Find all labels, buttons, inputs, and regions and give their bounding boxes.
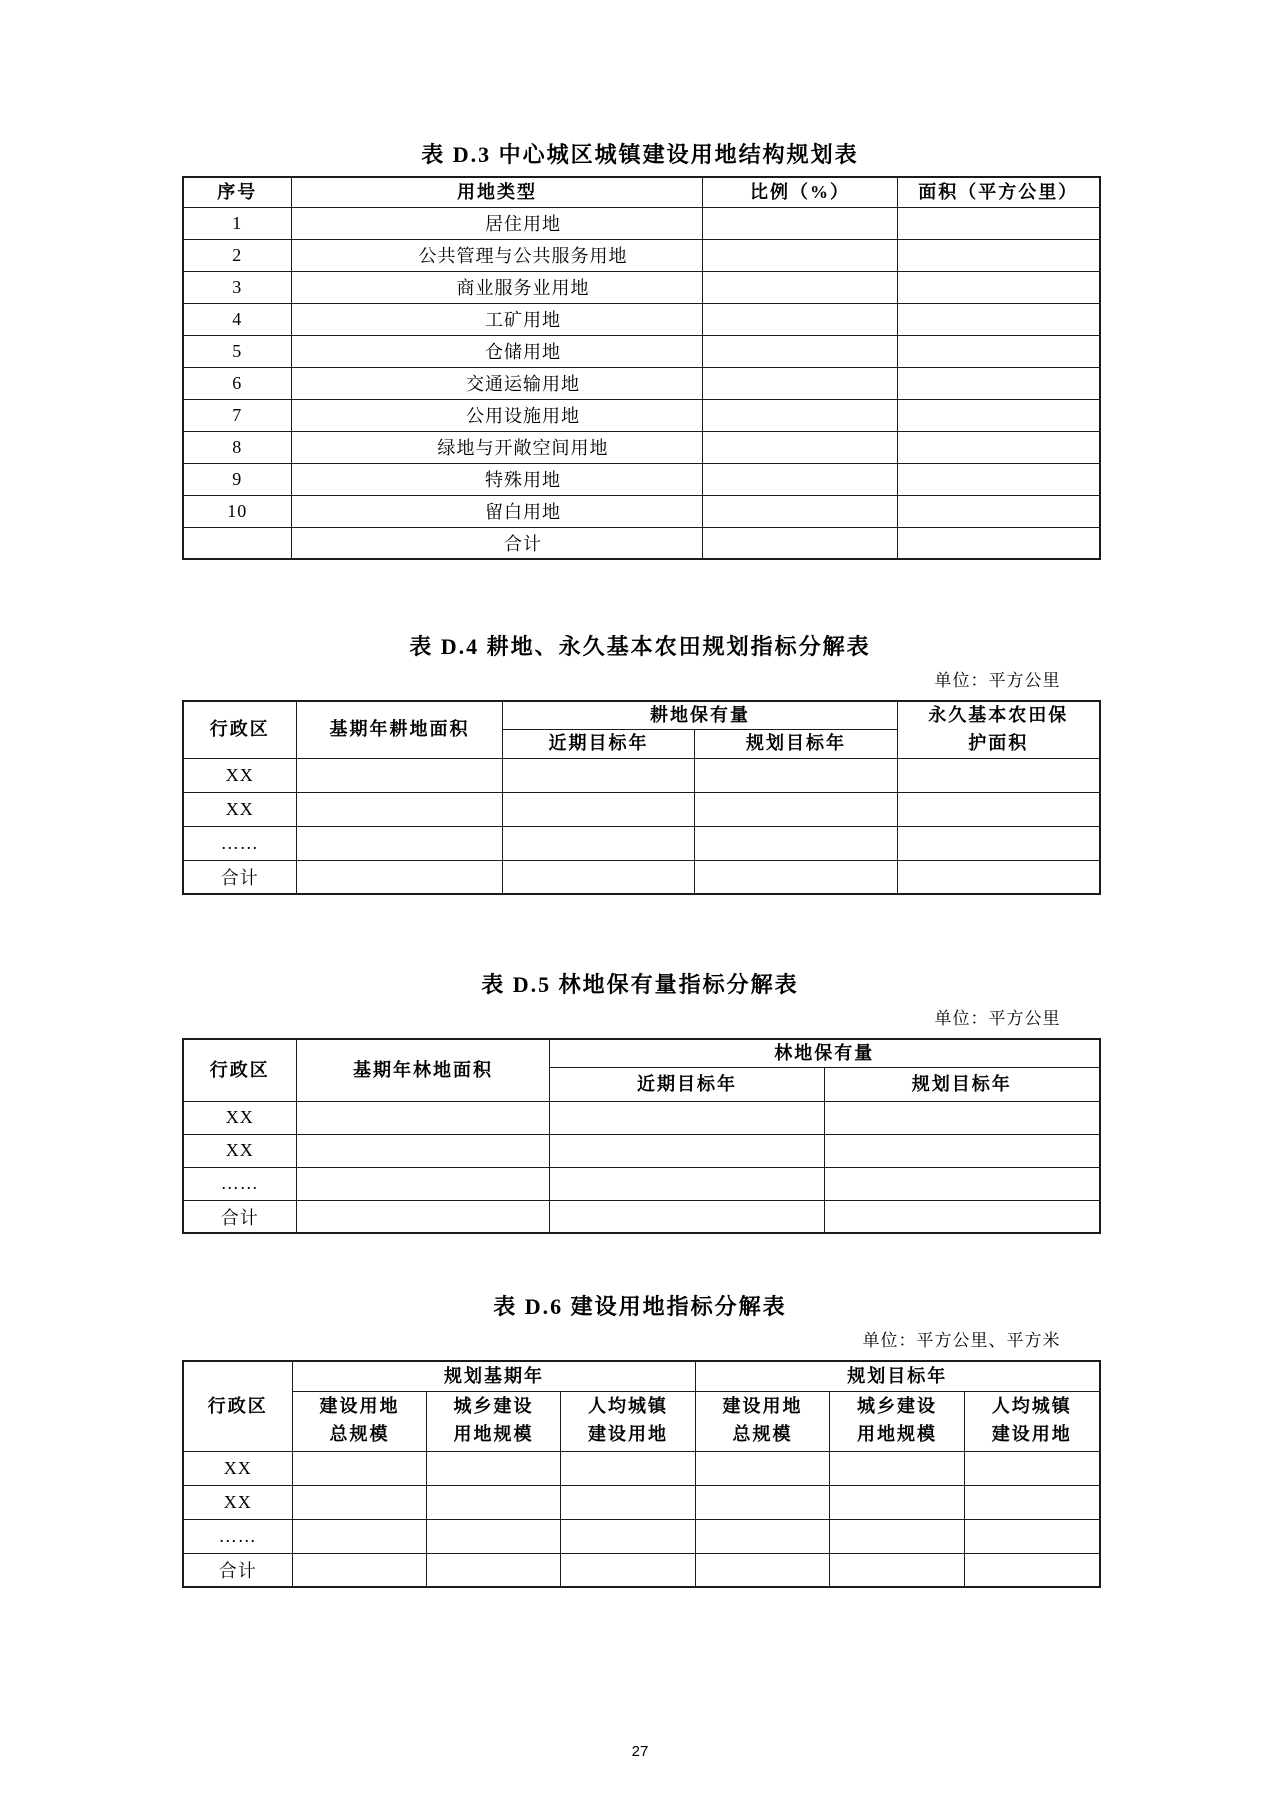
empty-cell [898,758,1100,792]
d6-sub-line: 人均城镇 [588,1396,669,1417]
empty-cell [898,335,1100,367]
empty-cell [825,1200,1100,1233]
total-row [183,860,1100,894]
empty-cell [898,367,1100,399]
d6-sub-line: 建设用地 [319,1396,400,1417]
d4-header-base: 基期年耕地面积 [297,701,503,758]
total-label: 合计 [183,1200,297,1233]
d4-header-farmland-line1: 永久基本农田保 [928,705,1069,725]
d5-header-plan-target: 规划目标年 [825,1067,1100,1101]
table-row [183,826,1100,860]
row-landtype: 公用设施用地 [292,399,703,431]
table-row [183,207,1100,239]
empty-cell [561,1451,696,1485]
total-row [183,1200,1100,1233]
d6-header-base-urbanrural [427,1391,561,1451]
empty-cell [898,463,1100,495]
empty-cell [898,431,1100,463]
row-no: 6 [183,367,292,399]
d6-sub-line: 城乡建设 [857,1396,938,1417]
row-landtype: 工矿用地 [292,303,703,335]
empty-cell [703,431,898,463]
d3-header-area: 面积（平方公里） [898,177,1100,207]
d3-header-row [183,177,1100,207]
empty-cell [427,1553,561,1587]
empty-cell [965,1451,1100,1485]
empty-cell [503,826,695,860]
row-no: 9 [183,463,292,495]
empty-cell [550,1200,825,1233]
empty-cell [898,271,1100,303]
empty-cell [898,207,1100,239]
total-label: 合计 [183,860,297,894]
d6-sub-line: 建设用地 [588,1424,669,1445]
empty-cell [830,1519,965,1553]
row-admin: …… [183,826,297,860]
d5-header-group: 林地保有量 [550,1039,1100,1067]
empty-cell [703,335,898,367]
row-no: 10 [183,495,292,527]
row-admin: XX [183,758,297,792]
empty-cell [297,1200,550,1233]
total-label: 合计 [292,527,703,559]
row-admin: …… [183,1167,297,1200]
empty-cell [703,527,898,559]
empty-cell [703,399,898,431]
empty-cell [898,792,1100,826]
empty-cell [830,1553,965,1587]
empty-cell [297,1101,550,1134]
d6-header-base-group: 规划基期年 [293,1361,696,1391]
empty-cell [830,1451,965,1485]
row-landtype: 绿地与开敞空间用地 [292,431,703,463]
d4-header-farmland [898,701,1100,758]
empty-cell [297,1134,550,1167]
empty-cell [695,758,898,792]
row-admin: XX [183,1101,297,1134]
empty-cell [293,1519,427,1553]
empty-cell [503,758,695,792]
d6-sub-line: 用地规模 [453,1424,534,1445]
empty-cell [561,1519,696,1553]
table-d6-title: 表 D.6 建设用地指标分解表 [493,1294,787,1320]
empty-cell [898,826,1100,860]
d6-header-target-percapita [965,1391,1100,1451]
empty-cell [825,1101,1100,1134]
empty-cell [293,1485,427,1519]
d6-header-base-total [293,1391,427,1451]
empty-cell [297,792,503,826]
empty-cell [703,207,898,239]
empty-cell [703,271,898,303]
empty-cell [293,1553,427,1587]
empty-cell [898,860,1100,894]
d6-sub-line: 建设用地 [991,1424,1072,1445]
empty-cell [965,1485,1100,1519]
empty-cell [696,1451,830,1485]
d6-sub-line: 用地规模 [857,1424,938,1445]
table-d6 [182,1360,1101,1588]
d6-header-row-top [183,1361,1100,1391]
table-row [183,758,1100,792]
d3-header-ratio: 比例（%） [703,177,898,207]
d4-header-admin: 行政区 [183,701,297,758]
table-d3 [182,176,1101,560]
d6-header-admin: 行政区 [183,1361,293,1451]
empty-cell [695,826,898,860]
empty-cell [503,860,695,894]
d5-header-admin: 行政区 [183,1039,297,1101]
empty-cell [703,239,898,271]
row-admin: XX [183,792,297,826]
d6-header-target-total [696,1391,830,1451]
d6-sub-line: 城乡建设 [453,1396,534,1417]
row-admin: XX [183,1451,293,1485]
table-row [183,792,1100,826]
table-row [183,399,1100,431]
d5-header-row-top [183,1039,1100,1067]
empty-cell [297,758,503,792]
row-no: 5 [183,335,292,367]
table-row [183,1134,1100,1167]
table-d3-title: 表 D.3 中心城区城镇建设用地结构规划表 [421,142,859,167]
empty-cell [825,1134,1100,1167]
table-row [183,1167,1100,1200]
empty-cell [550,1167,825,1200]
empty-cell [898,239,1100,271]
empty-cell [830,1485,965,1519]
row-no: 3 [183,271,292,303]
d6-sub-line: 建设用地 [722,1396,803,1417]
empty-cell [703,303,898,335]
d6-sub-line: 人均城镇 [991,1396,1072,1417]
row-landtype: 特殊用地 [292,463,703,495]
empty-cell [898,399,1100,431]
row-landtype: 公共管理与公共服务用地 [292,239,703,271]
page-content [182,140,1099,1588]
row-no: 1 [183,207,292,239]
empty-cell [898,303,1100,335]
row-admin: …… [183,1519,293,1553]
d6-sub-line: 总规模 [329,1424,390,1445]
table-d4-title: 表 D.4 耕地、永久基本农田规划指标分解表 [409,634,871,659]
table-d4 [182,700,1101,895]
table-d4-unit: 单位：平方公里 [934,671,1061,690]
table-row [183,1485,1100,1519]
table-row [183,303,1100,335]
empty-cell [965,1519,1100,1553]
empty-cell [550,1101,825,1134]
d6-header-row-sub [183,1391,1100,1451]
row-admin: XX [183,1485,293,1519]
row-landtype: 交通运输用地 [292,367,703,399]
row-no: 4 [183,303,292,335]
row-no: 2 [183,239,292,271]
row-landtype: 商业服务业用地 [292,271,703,303]
row-landtype: 居住用地 [292,207,703,239]
empty-cell [825,1167,1100,1200]
d5-header-near-target: 近期目标年 [550,1067,825,1101]
empty-cell [965,1553,1100,1587]
empty-cell [703,463,898,495]
empty-cell [561,1553,696,1587]
empty-cell [695,860,898,894]
d5-header-base: 基期年林地面积 [297,1039,550,1101]
empty-cell [427,1519,561,1553]
table-row [183,367,1100,399]
table-d5-unit: 单位：平方公里 [934,1009,1061,1029]
empty-cell [703,367,898,399]
d6-header-target-urbanrural [830,1391,965,1451]
empty-cell [297,826,503,860]
d4-header-near-target: 近期目标年 [503,730,695,759]
empty-cell [703,495,898,527]
total-row [183,527,1100,559]
d6-header-base-percapita [561,1391,696,1451]
table-d6-unit: 单位：平方公里、平方米 [862,1331,1061,1351]
row-no: 8 [183,431,292,463]
d6-sub-line: 总规模 [732,1424,793,1445]
empty-cell [550,1134,825,1167]
d6-header-target-group: 规划目标年 [696,1361,1100,1391]
empty-cell [696,1553,830,1587]
empty-cell [427,1451,561,1485]
row-admin: XX [183,1134,297,1167]
empty-cell [297,860,503,894]
page-number: 27 [631,1743,649,1760]
row-landtype: 留白用地 [292,495,703,527]
table-row [183,271,1100,303]
table-row [183,1519,1100,1553]
empty-cell [561,1485,696,1519]
empty-cell [696,1485,830,1519]
row-no [183,527,292,559]
total-label: 合计 [183,1553,293,1587]
empty-cell [898,527,1100,559]
d4-header-row-top [183,701,1100,730]
table-row [183,335,1100,367]
d4-header-plan-target: 规划目标年 [695,730,898,759]
empty-cell [297,1167,550,1200]
table-d5 [182,1038,1101,1234]
d3-header-landtype: 用地类型 [292,177,703,207]
empty-cell [898,495,1100,527]
d4-header-group: 耕地保有量 [503,701,898,730]
total-row [183,1553,1100,1587]
empty-cell [696,1519,830,1553]
row-landtype: 仓储用地 [292,335,703,367]
table-row [183,1101,1100,1134]
d3-header-no: 序号 [183,177,292,207]
empty-cell [695,792,898,826]
d4-header-farmland-line2: 护面积 [968,732,1029,753]
empty-cell [427,1485,561,1519]
table-row [183,463,1100,495]
table-d5-title: 表 D.5 林地保有量指标分解表 [481,972,799,998]
table-row [183,1451,1100,1485]
row-no: 7 [183,399,292,431]
table-row [183,495,1100,527]
table-row [183,239,1100,271]
table-row [183,431,1100,463]
empty-cell [293,1451,427,1485]
empty-cell [503,792,695,826]
